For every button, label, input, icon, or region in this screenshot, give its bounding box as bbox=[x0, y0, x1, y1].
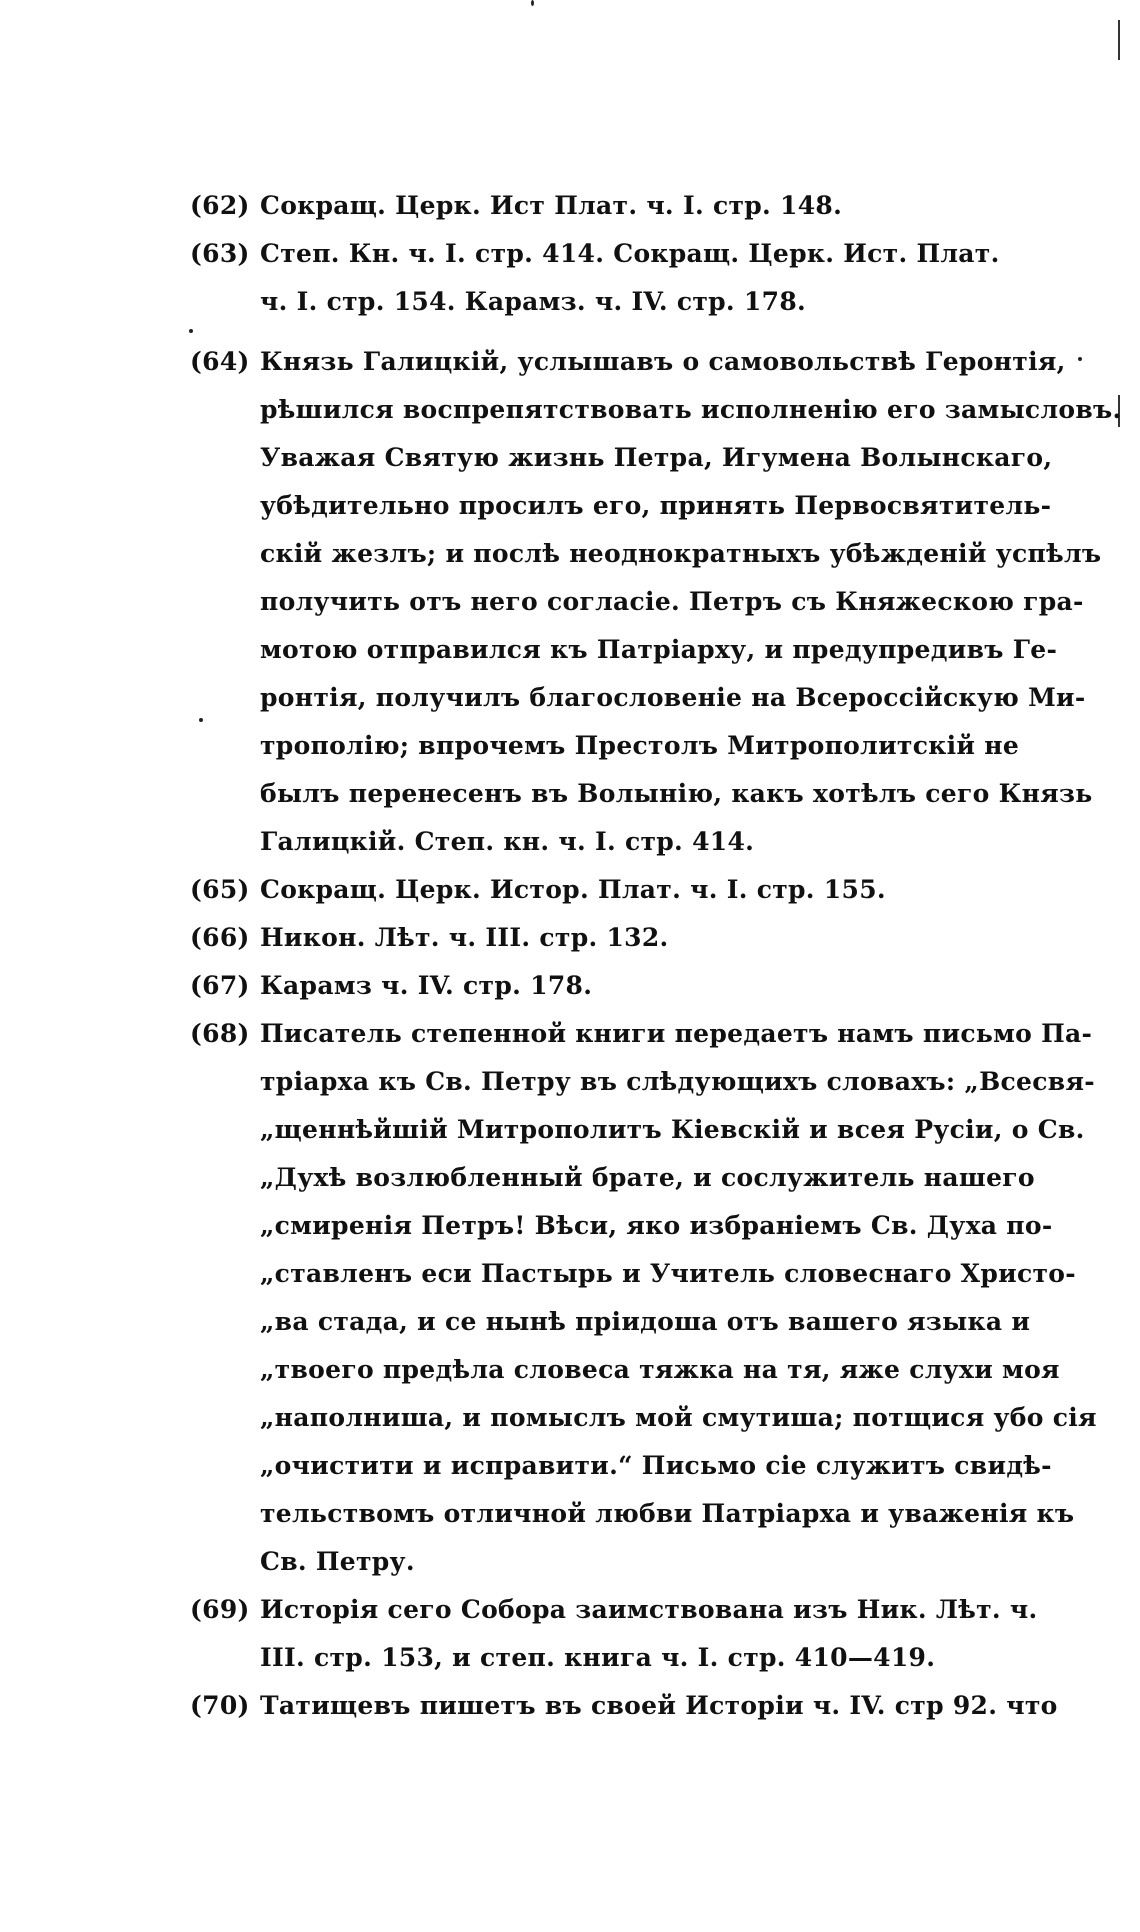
footnote-text bbox=[260, 1010, 1097, 1586]
footnote-number: (69) bbox=[190, 1595, 250, 1624]
footnote-line: „щеннѣйшій Митрополитъ Кіевскій и всея Русіи, о Св. bbox=[260, 1115, 1085, 1144]
footnote-line: Князь Галицкій, услышавъ о самовольствѣ Геронтія, bbox=[260, 347, 1066, 376]
footnote bbox=[190, 1586, 1040, 1682]
footnote-text bbox=[260, 338, 1122, 866]
footnote-text bbox=[260, 230, 1040, 326]
footnote-text bbox=[260, 182, 1040, 230]
footnote-line: ч. I. стр. 154. Карамз. ч. IV. стр. 178. bbox=[260, 287, 807, 316]
footnote-line: тріарха къ Св. Петру въ слѣдующихъ словахъ: „Всесвя- bbox=[260, 1067, 1095, 1096]
footnote-text bbox=[260, 866, 1040, 914]
footnote-number: (66) bbox=[190, 923, 250, 952]
footnote-line: Татищевъ пишетъ въ своей Исторіи ч. IV. стр 92. что bbox=[260, 1691, 1058, 1720]
footnote-line: „ва стада, и се нынѣ прiидоша отъ вашего языка и bbox=[260, 1307, 1031, 1336]
footnote bbox=[190, 962, 1040, 1010]
footnote-number: (65) bbox=[190, 875, 250, 904]
footnote bbox=[190, 914, 1040, 962]
footnote-text bbox=[260, 1682, 1058, 1730]
footnote-line: трополію; впрочемъ Престолъ Митрополитскій не bbox=[260, 731, 1020, 760]
footnote-line: былъ перенесенъ въ Волынію, какъ хотѣлъ сего Князь bbox=[260, 779, 1093, 808]
footnote-line: Галицкій. Степ. кн. ч. I. стр. 414. bbox=[260, 827, 755, 856]
footnote-line: Уважая Святую жизнь Петра, Игумена Волынскаго, bbox=[260, 443, 1053, 472]
footnote-line: „очистити и исправити.“ Письмо сіе служитъ свидѣ- bbox=[260, 1451, 1052, 1480]
footnote bbox=[190, 338, 1122, 866]
ink-speck bbox=[531, 0, 534, 6]
footnote-line: „Духѣ возлюбленный брате, и сослужитель нашего bbox=[260, 1163, 1035, 1192]
footnote-number: (62) bbox=[190, 191, 250, 220]
footnote bbox=[190, 1010, 1097, 1586]
footnote bbox=[190, 230, 1040, 326]
margin-mark bbox=[1118, 20, 1120, 60]
footnote-line: мотою отправился къ Патріарху, и предупредивъ Ге- bbox=[260, 635, 1058, 664]
footnote-number: (68) bbox=[190, 1019, 250, 1048]
footnote-text bbox=[260, 962, 1040, 1010]
footnote-line: рѣшился воспрепятствовать исполненію его замысловъ. bbox=[260, 395, 1122, 424]
footnote-line: III. стр. 153, и степ. книга ч. I. стр. 410—419. bbox=[260, 1643, 936, 1672]
footnote-line: убѣдительно просилъ его, принять Первосвятитель- bbox=[260, 491, 1052, 520]
footnote bbox=[190, 1682, 1058, 1730]
footnote-line: Сокращ. Церк. Истор. Плат. ч. I. стр. 155. bbox=[260, 875, 886, 904]
footnote-line: „смиренія Петръ! Вѣси, яко избраніемъ Св. Духа по- bbox=[260, 1211, 1053, 1240]
footnote-number: (63) bbox=[190, 239, 250, 268]
footnote-line: Св. Петру. bbox=[260, 1547, 415, 1576]
footnote-text bbox=[260, 914, 1040, 962]
footnote-line: тельствомъ отличной любви Патріарха и уваженія къ bbox=[260, 1499, 1075, 1528]
footnote-line: „твоего предѣла словеса тяжка на тя, яже слухи моя bbox=[260, 1355, 1060, 1384]
footnote-line: Писатель степенной книги передаетъ намъ письмо Па- bbox=[260, 1019, 1093, 1048]
footnote-line: Исторія сего Собора заимствована изъ Ник. Лѣт. ч. bbox=[260, 1595, 1038, 1624]
footnote-number: (64) bbox=[190, 347, 250, 376]
footnotes-list bbox=[190, 182, 1122, 1730]
footnote-line: ронтія, получилъ благословеніе на Всероссійскую Ми- bbox=[260, 683, 1086, 712]
footnote-text bbox=[260, 1586, 1040, 1682]
footnote bbox=[190, 182, 1040, 230]
footnote-line: Сокращ. Церк. Ист Плат. ч. I. стр. 148. bbox=[260, 191, 843, 220]
footnote-line: скій жезлъ; и послѣ неоднократныхъ убѣжденій успѣлъ bbox=[260, 539, 1102, 568]
footnote-line: „наполниша, и помыслъ мой смутиша; потщися убо сія bbox=[260, 1403, 1097, 1432]
footnote-number: (67) bbox=[190, 971, 250, 1000]
footnote-line: Степ. Кн. ч. I. стр. 414. Сокращ. Церк. Ист. Плат. bbox=[260, 239, 1000, 268]
footnote bbox=[190, 866, 1040, 914]
footnote-line: Никон. Лѣт. ч. III. стр. 132. bbox=[260, 923, 669, 952]
footnote-number: (70) bbox=[190, 1691, 250, 1720]
footnote-line: Карамз ч. IV. стр. 178. bbox=[260, 971, 593, 1000]
footnote-line: „ставленъ еси Пастырь и Учитель словеснаго Христо- bbox=[260, 1259, 1076, 1288]
footnote-line: получить отъ него согласіе. Петръ съ Княжескою гра- bbox=[260, 587, 1084, 616]
